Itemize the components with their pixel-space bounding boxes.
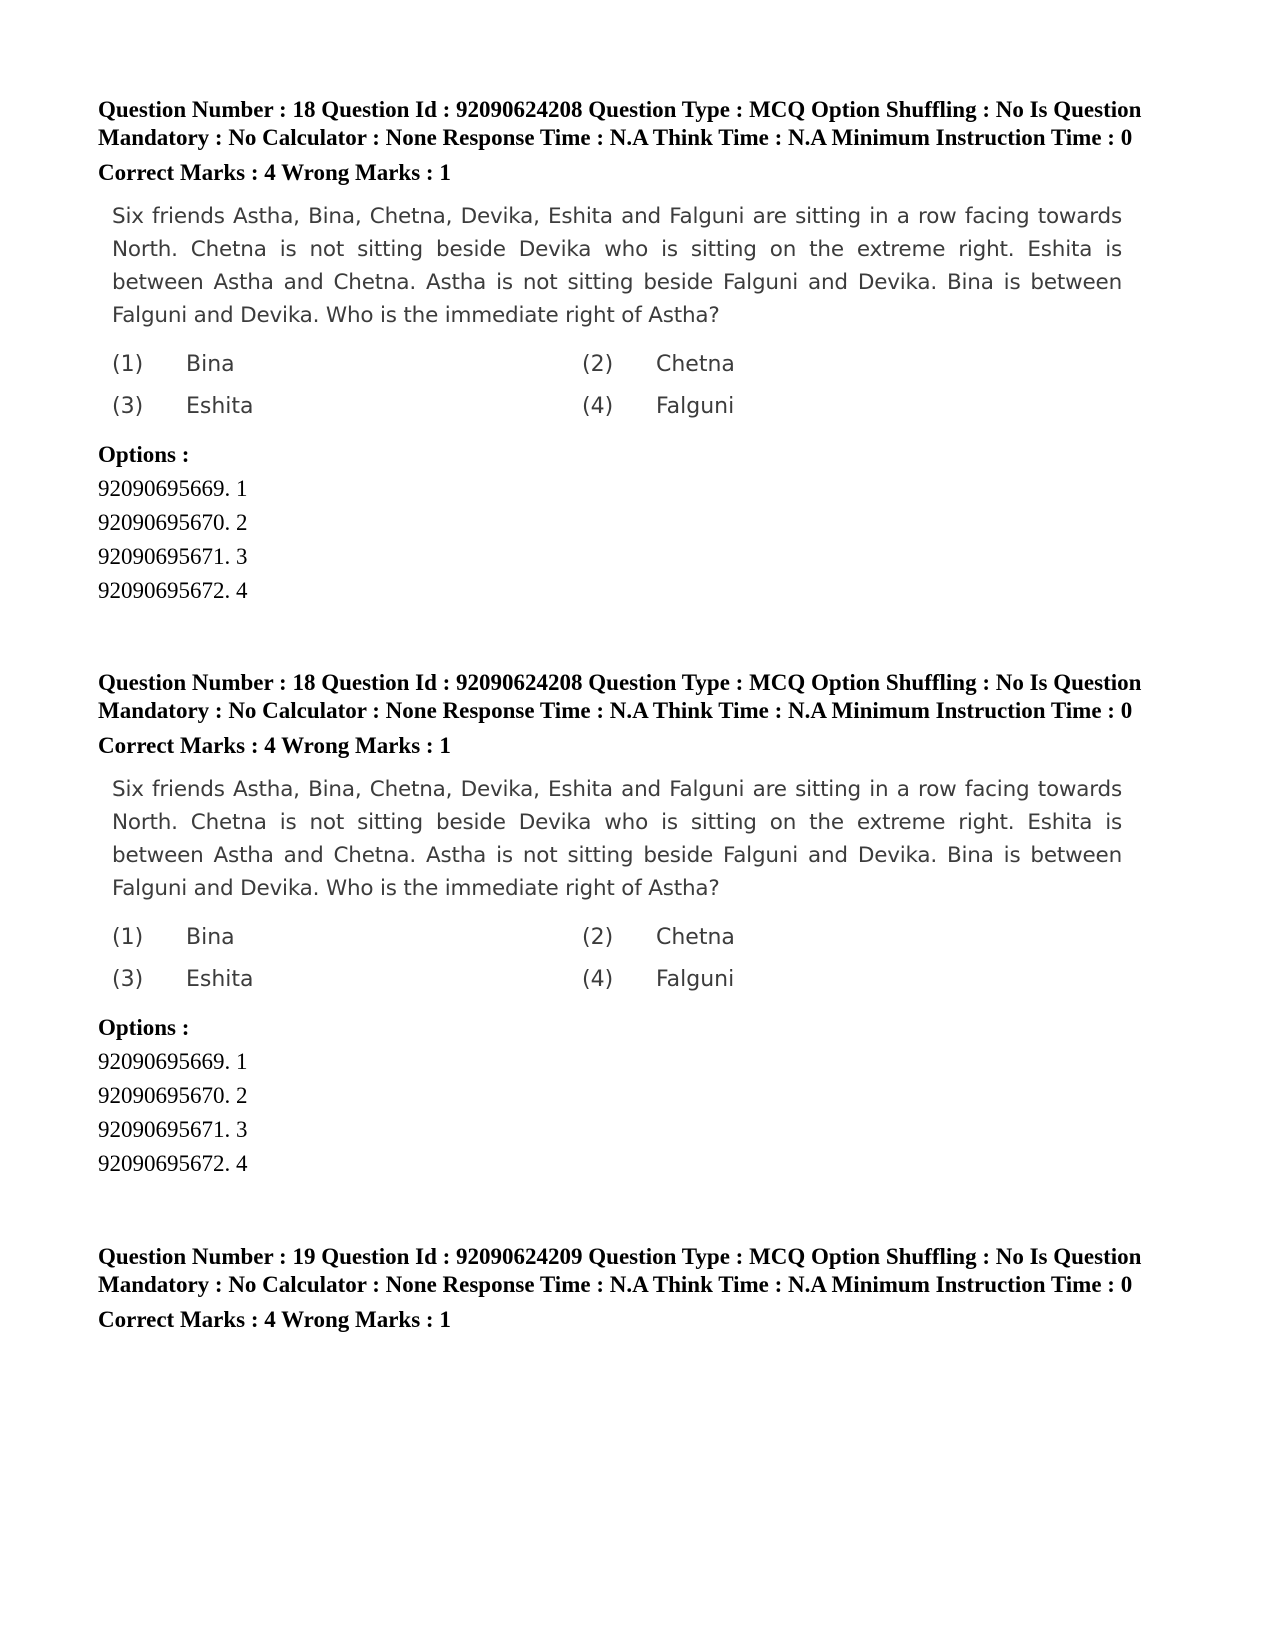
- option-item: 92090695670. 2: [98, 510, 248, 535]
- choice-3: [112, 391, 582, 423]
- option-item: 92090695669. 1: [98, 476, 248, 501]
- choice-number: (4): [582, 394, 614, 419]
- choice-text: Falguni: [656, 394, 735, 419]
- choice-number: (4): [582, 967, 614, 992]
- choice-text: Falguni: [656, 967, 735, 992]
- question-image: [112, 773, 1122, 996]
- option-item: 92090695671. 3: [98, 544, 248, 569]
- question-block-3: [98, 1243, 1178, 1334]
- choice-2: [582, 349, 1052, 381]
- question-marks: Correct Marks : 4 Wrong Marks : 1: [98, 160, 451, 185]
- choice-number: (2): [582, 925, 614, 950]
- choice-text: Eshita: [186, 394, 254, 419]
- choice-number: (1): [112, 925, 144, 950]
- question-text: Six friends Astha, Bina, Chetna, Devika, Eshita and Falguni are sitting in a row facing towards North. Chetna is not sitting beside Devika who is sitting on the extreme right. Eshita is between Astha and Chetna. Astha is not sitting beside Falguni and Devika. Bina is between Falguni and Devika. Who is the immediate right of Astha?: [112, 204, 1122, 328]
- choice-text: Eshita: [186, 967, 254, 992]
- option-item: 92090695671. 3: [98, 1117, 248, 1142]
- choice-4: [582, 391, 1052, 423]
- question-meta: Question Number : 18 Question Id : 92090624208 Question Type : MCQ Option Shuffling : No Is Question Mandatory : No Calculator : None Response Time : N.A Think Time : N.A Minimum Instruction Time : 0: [98, 97, 1142, 150]
- choice-3: [112, 964, 582, 996]
- option-item: 92090695672. 4: [98, 578, 248, 603]
- option-item: 92090695670. 2: [98, 1083, 248, 1108]
- choice-text: Chetna: [656, 925, 735, 950]
- question-block-1: [98, 96, 1178, 608]
- choice-1: [112, 349, 582, 381]
- option-item: 92090695669. 1: [98, 1049, 248, 1074]
- choice-2: [582, 922, 1052, 954]
- choice-number: (3): [112, 394, 144, 419]
- options-list: [98, 1045, 1178, 1181]
- choice-number: (2): [582, 352, 614, 377]
- question-text: Six friends Astha, Bina, Chetna, Devika, Eshita and Falguni are sitting in a row facing towards North. Chetna is not sitting beside Devika who is sitting on the extreme right. Eshita is between Astha and Chetna. Astha is not sitting beside Falguni and Devika. Bina is between Falguni and Devika. Who is the immediate right of Astha?: [112, 777, 1122, 901]
- choice-number: (1): [112, 352, 144, 377]
- answer-choices: [112, 349, 1122, 423]
- choice-number: (3): [112, 967, 144, 992]
- option-item: 92090695672. 4: [98, 1151, 248, 1176]
- options-title: Options :: [98, 1015, 190, 1040]
- choice-text: Chetna: [656, 352, 735, 377]
- answer-choices: [112, 922, 1122, 996]
- question-meta: Question Number : 19 Question Id : 92090624209 Question Type : MCQ Option Shuffling : No Is Question Mandatory : No Calculator : None Response Time : N.A Think Time : N.A Minimum Instruction Time : 0: [98, 1244, 1142, 1297]
- options-title: Options :: [98, 442, 190, 467]
- choice-4: [582, 964, 1052, 996]
- question-image: [112, 200, 1122, 423]
- choice-text: Bina: [186, 352, 235, 377]
- question-marks: Correct Marks : 4 Wrong Marks : 1: [98, 1307, 451, 1332]
- question-block-2: [98, 669, 1178, 1181]
- options-list: [98, 472, 1178, 608]
- question-meta: Question Number : 18 Question Id : 92090624208 Question Type : MCQ Option Shuffling : No Is Question Mandatory : No Calculator : None Response Time : N.A Think Time : N.A Minimum Instruction Time : 0: [98, 670, 1142, 723]
- choice-1: [112, 922, 582, 954]
- question-marks: Correct Marks : 4 Wrong Marks : 1: [98, 733, 451, 758]
- choice-text: Bina: [186, 925, 235, 950]
